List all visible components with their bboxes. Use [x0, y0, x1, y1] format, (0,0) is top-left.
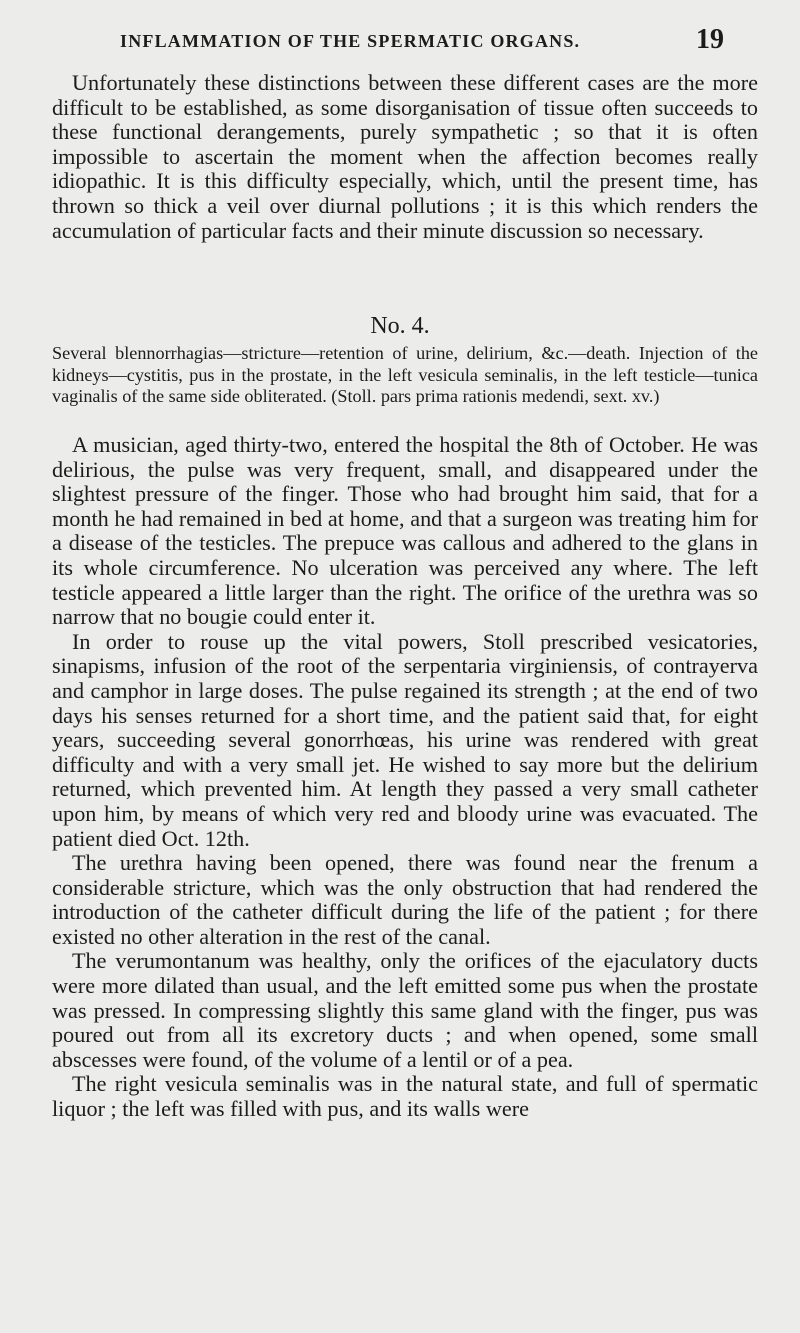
case-paragraph: A musician, aged thirty-two, entered the hospital the 8th of October. He was delirious, the pulse was very frequent, small, and disappeared under the slightest pressure of the finger. Those who had brought him said, that for a month he had remained in bed at home, and that a surgeon was treating him for a disease of the testicles. The prepuce was callous and adhered to the glans in its whole circumference. No ulceration was perceived any where. The left testicle appeared a little larger than the right. The orifice of the urethra was so narrow that no bougie could enter it.	[52, 432, 758, 630]
case-summary: Several blennorrhagias—stricture—retention of urine, delirium, &c.—death. Injection of the kidneys—cystitis, pus in the prostate, in the left vesicula seminalis, in the left testicle—tunica vaginalis of the same side obliterated. (Stoll. pars prima rationis medendi, sext. xv.)	[52, 343, 758, 406]
case-paragraph: The right vesicula seminalis was in the natural state, and full of spermatic liquor ; the left was filled with pus, and its walls were	[52, 1071, 758, 1122]
intro-paragraph-block	[52, 71, 758, 243]
case-paragraph: The verumontanum was healthy, only the orifices of the ejaculatory ducts were more dilated than usual, and the left emitted some pus when the prostate was pressed. In compressing slightly this same gland with the finger, pus was poured out from all its excretory ducts ; and when opened, some small abscesses were found, of the volume of a lentil or of a pea.	[52, 948, 758, 1072]
case-paragraph: The urethra having been opened, there was found near the frenum a considerable stricture, which was the only obstruction that had rendered the introduction of the catheter difficult during the life of the patient ; for there existed no other alteration in the rest of the canal.	[52, 850, 758, 949]
case-heading: No. 4.	[370, 313, 430, 339]
case-paragraph: In order to rouse up the vital powers, Stoll prescribed vesicatories, sinapisms, infusion of the root of the serpentaria virginiensis, of contrayerva and camphor in large doses. The pulse regained its strength ; at the end of two days his senses returned for a short time, and the patient said that, for eight years, succeeding several gonorrhœas, his urine was rendered with great difficulty and with a very small jet. He wished to say more but the delirium returned, which prevented him. At length they passed a very small catheter upon him, by means of which very red and bloody urine was evacuated. The patient died Oct. 12th.	[52, 628, 758, 851]
case-body	[52, 433, 758, 1122]
intro-paragraph: Unfortunately these distinctions between these different cases are the more difficult to be established, as some disorganisation of tissue often succeeds to these functional derangements, purely sympathetic ; so that it is often impossible to ascertain the moment when the affection becomes really idiopathic. It is this difficulty especially, which, until the present time, has thrown so thick a veil over diurnal pollutions ; it is this which renders the accumulation of particular facts and their minute discussion so necessary.	[52, 70, 758, 243]
page-number: 19	[696, 24, 724, 55]
running-title: INFLAMMATION OF THE SPERMATIC ORGANS.	[120, 31, 581, 51]
